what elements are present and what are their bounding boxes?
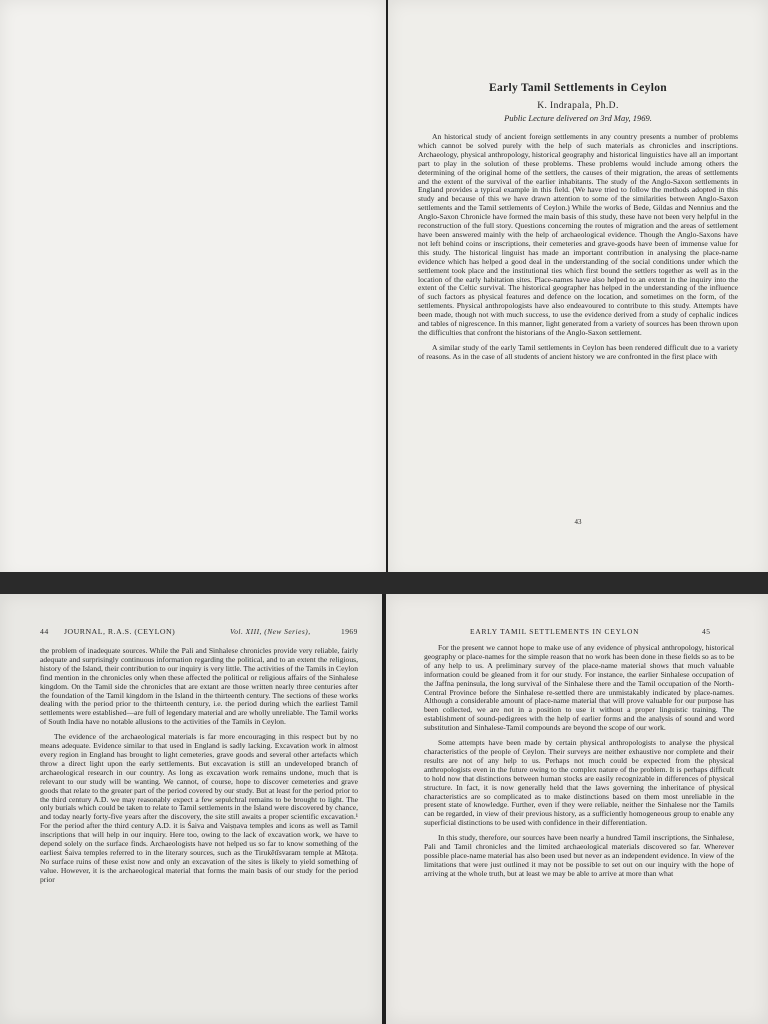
paragraph: The evidence of the archaeological materials is far more encouraging in this respect but by no means adequate. Evidence similar to that used in England is sadly lacking. Excavation work in almost every region in England has brought to light cemeteries, grave goods and several other artefacts which throw a direct light upon the early settlements. But excavation is still an undeveloped branch of archaeological research in our country. As long as excavation work remains undone, much that is relevant to our study will be wanting. We cannot, of course, hope to discover cemeteries and grave goods that relate to the greater part of the period covered by our study. But at least for the period prior to the third century A.D. we may reasonably expect a few sepulchral remains to be brought to light. The only burials which could be taken to relate to Tamil settlements in the Island were discovered by chance, and today nearly forty-five years after the discovery, the site still awaits a proper scientific excavation.¹ For the period after the third century A.D. it is Śaiva and Vaiṣṇava temples and icons as well as Tamil inscriptions that will help in our inquiry. Here too, owing to the lack of excavation work, we have to depend solely on the surface finds. Archaeologists have not helped us so far to know something of the earliest Śaiva temples referred to in the literary sources, such as the Tirukētīsvaram temple at Mātoṭa. No surface ruins of these exist now and only an excavation of the sites is likely to yield something of value. However, it is the archaeological material that forms the main basis of our study for the period prior	[40, 732, 358, 884]
paragraph: In this study, therefore, our sources have been nearly a hundred Tamil inscriptions, the Sinhalese, Pali and Tamil chronicles and the limited archaeological materials discovered so far. Wherever possible place-name material has also been used but never as an independent evidence. In view of the limitations that were just outlined it may not be possible to set out on our inquiry with the hope of arriving at the whole truth, but at least we may be able to arrive at more than what	[424, 833, 734, 878]
volume-label: Vol. XIII, (New Series),	[230, 627, 311, 636]
journal-running-head: JOURNAL, R.A.S. (CEYLON)	[64, 627, 176, 636]
page-number: 43	[574, 518, 582, 526]
page-45-body	[424, 644, 734, 885]
paragraph: An historical study of ancient foreign settlements in any country presents a number of problems which cannot be solved purely with the help of such materials as chronicles and inscriptions. Archaeology, physical anthropology, historical geography and historical linguistics have all an important part to play in the solution of these problems. These problems would include among others the determining of the original home of the settlers, the causes of their migration, the areas of settlements and the extent of the survival of the earlier inhabitants. The study of the Anglo-Saxon settlements in England provides a typical example in this field. (We have tried to follow the methods adopted in this study and because of this we have drawn attention to some of the similarities between Anglo-Saxon settlements and the Tamil settlements of Ceylon.) While the works of Bede, Gildas and Nennius and the Anglo-Saxon Chronicle have formed the main basis of this study, these have not been very helpful in the reconstruction of the full story. Questions concerning the routes of migration and the areas of settlement have been answered mainly with the help of archaeological evidence. Though the Anglo-Saxons have not left behind coins or inscriptions, their cemeteries and grave-goods have been of immense value for this study. The historical linguist has made an important contribution in analysing the place-name evidence which has helped a good deal in the understanding of the social conditions under which the settlement took place and the institutional ties which first bound the settlers together as well as in the location of the early habitation sites. Place-names have also helped to an extent in the inquiry into the extent of the Celtic survival. The historical geographer has helped in the understanding of the influence of such factors as physical features and defence on the location, and sometimes on the form, of the settlements. Physical anthropologists have also endeavoured to contribute to this study. Attempts have been made, though not with much success, to use the evidence derived from a study of cephalic indices and tables of nigrescence. In this manner, light generated from a variety of sources has been thrown upon the difficulties that confront the historians of the Anglo-Saxon settlement.	[418, 132, 738, 337]
paragraph: the problem of inadequate sources. While the Pali and Sinhalese chronicles provide very reliable, fairly adequate and surprisingly continuous information regarding the political, and to an extent the religious, history of the Island, their contribution to our inquiry is very little. The activities of the Tamils in Ceylon find mention in the chronicles only when these affected the political or religious affairs of the Sinhalese kingdom. On the Tamil side the chronicles that are extant are those written nearly three centuries after the foundation of the Tamil kingdom in the Island in the thirteenth century. The sections of these works dealing with the period prior to the thirteenth century, i.e. the period during which the earliest Tamil settlements were established—are full of legendary material and are wholly unreliable. The Tamil works of South India have no notable allusions to the activities of the Tamils in Ceylon.	[40, 646, 358, 727]
author-line: K. Indrapala, Ph.D.	[537, 101, 619, 111]
blank-page-top-left	[0, 0, 386, 580]
page-43-body	[418, 133, 738, 368]
page-number: 45	[702, 627, 711, 636]
paragraph: Some attempts have been made by certain physical anthropologists to analyse the physical characteristics of the people of Ceylon. Their surveys are neither exhaustive nor complete and their results are not of any help to us. Perhaps not much could be expected from the physical anthropologists even in the future owing to the complex nature of the problem. It is perhaps difficult to hold now that distinctions between human stocks are easily recognizable in differences of physical structure. In fact, it is now generally held that the laws governing the inheritance of physical characteristics are so complicated as to make distinctions based on them most unreliable in the present state of knowledge. Further, even if they were reliable, neither the Sinhalese nor the Tamils can be regarded, in view of their previous history, as a sufficiently homogeneous group to enable any superficial distinctions to be used with confidence in their differentiation.	[424, 738, 734, 828]
page-44-body	[40, 647, 358, 891]
paragraph: A similar study of the early Tamil settlements in Ceylon has been rendered difficult due to a variety of reasons. As in the case of all students of ancient history we are confronted in the first place with	[418, 342, 738, 361]
paragraph: For the present we cannot hope to make use of any evidence of physical anthropology, historical geography or place-names for the simple reason that no work has been done in these fields so as to be of any help to us. A preliminary survey of the place-name material shows that much valuable information could be gleaned from it for our study. For instance, the earlier Sinhalese occupation of the Jaffna peninsula, the long survival of the Sinhalese there and the Tamil occupation of the North-Central Province before the Sinhalese re-settled there are unmistakably indicated by place-names. Although a considerable amount of place-name material that will prove valuable for our purpose has been collected, we are not in a position to use it without a proper linguistic training. The establishment of sound-pedigrees with the help of earlier forms and the analysis of sound and word substitution and Sinhalese-Tamil compounds are beyond the scope of our work.	[424, 643, 734, 733]
year-label: 1969	[341, 627, 358, 636]
page-gap	[0, 572, 768, 594]
article-title: Early Tamil Settlements in Ceylon	[489, 82, 667, 94]
lecture-note: Public Lecture delivered on 3rd May, 1969.	[504, 113, 652, 123]
page-43	[388, 0, 768, 580]
page-number: 44	[40, 627, 49, 636]
article-running-head: EARLY TAMIL SETTLEMENTS IN CEYLON	[470, 627, 640, 636]
